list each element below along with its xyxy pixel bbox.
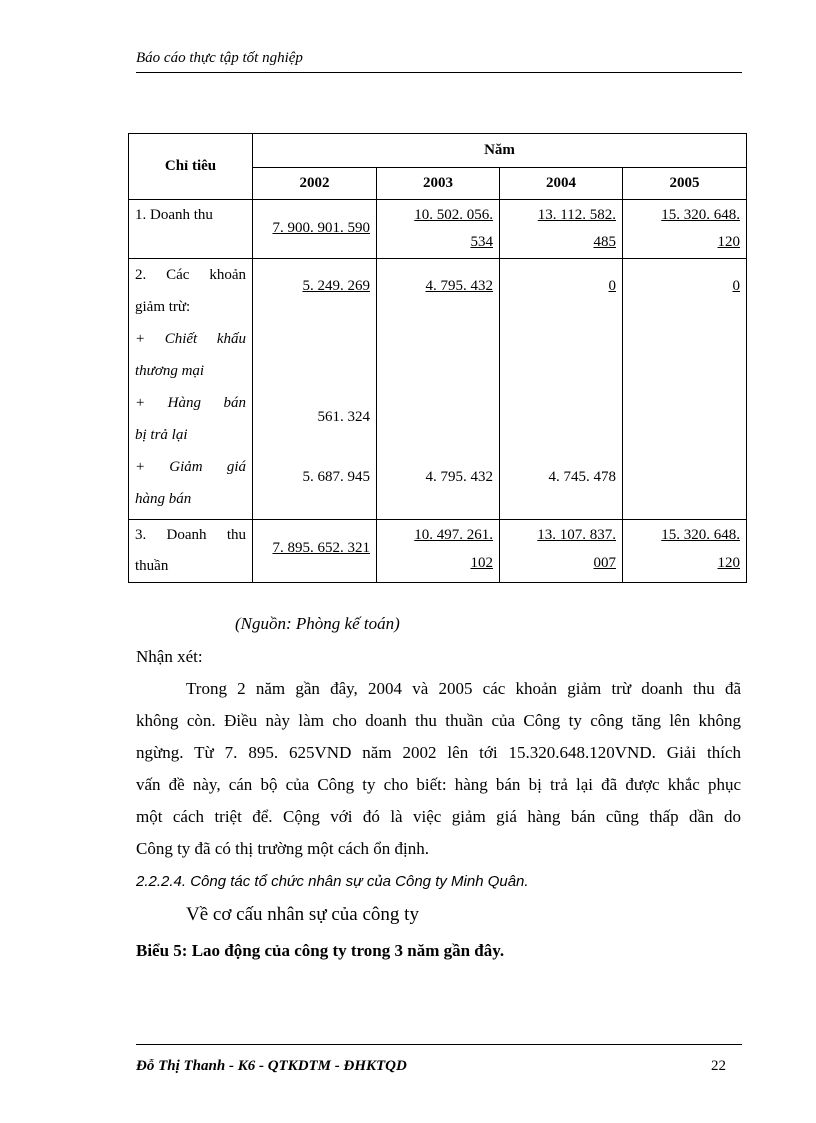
intro-text: Về cơ cấu nhân sự của công ty bbox=[186, 904, 419, 925]
header-rule bbox=[136, 72, 742, 73]
value-text: 10. 497. 261. bbox=[414, 527, 493, 543]
value-text: 120 bbox=[717, 555, 740, 571]
year-header: 2003 bbox=[377, 168, 500, 200]
page-number: 22 bbox=[711, 1058, 726, 1074]
value-text: 007 bbox=[593, 555, 616, 571]
value-text: 120 bbox=[717, 234, 740, 250]
revenue-table bbox=[128, 133, 747, 583]
value-cell bbox=[623, 200, 747, 259]
value-text: 561. 324 bbox=[317, 409, 370, 425]
remark-line: Công ty đã có thị trường một cách ổn định. bbox=[136, 839, 429, 858]
row-label: giảm trừ: bbox=[135, 299, 191, 315]
value-text: 5. 249. 269 bbox=[302, 278, 370, 294]
value-text: 534 bbox=[470, 234, 493, 250]
value-text: 4. 795. 432 bbox=[425, 278, 493, 294]
row-label-cell bbox=[129, 259, 253, 520]
source-note: (Nguồn: Phòng kế toán) bbox=[235, 614, 400, 633]
sub-label: hàng bán bbox=[135, 491, 192, 507]
value-cell bbox=[500, 259, 623, 520]
remark-line: Trong 2 năm gần đây, 2004 và 2005 các khoản giảm trừ doanh thu đã bbox=[186, 679, 741, 698]
value-cell bbox=[253, 520, 377, 583]
table-row bbox=[129, 520, 747, 583]
value-text: 15. 320. 648. bbox=[661, 207, 740, 223]
value-text: 7. 895. 652. 321 bbox=[272, 540, 370, 556]
value-text: 485 bbox=[593, 234, 616, 250]
row-label: thuần bbox=[135, 558, 169, 574]
row-label-cell bbox=[129, 200, 253, 259]
row-label: 2. Các khoản bbox=[135, 267, 246, 283]
value-text: 4. 795. 432 bbox=[425, 469, 493, 485]
sub-label: + Giảm giá bbox=[135, 459, 246, 475]
value-text: 0 bbox=[732, 278, 740, 294]
section-heading: 2.2.2.4. Công tác tổ chức nhân sự của Công ty Minh Quân. bbox=[136, 873, 529, 890]
value-text: 7. 900. 901. 590 bbox=[272, 220, 370, 236]
value-text: 13. 107. 837. bbox=[537, 527, 616, 543]
col-header-chi-tieu: Chỉ tiêu bbox=[129, 134, 253, 200]
year-header: 2002 bbox=[253, 168, 377, 200]
sub-label: + Hàng bán bbox=[135, 395, 246, 411]
value-text: 0 bbox=[608, 278, 616, 294]
col-header-nam: Năm bbox=[253, 134, 747, 168]
value-text: 15. 320. 648. bbox=[661, 527, 740, 543]
sub-label: + Chiết khấu bbox=[135, 331, 246, 347]
table-row bbox=[129, 259, 747, 520]
value-text: 5. 687. 945 bbox=[302, 469, 370, 485]
value-cell bbox=[253, 259, 377, 520]
remark-line: một cách triệt để. Cộng với đó là việc giảm giá hàng bán cũng thấp dần do bbox=[136, 807, 741, 826]
value-text: 102 bbox=[470, 555, 493, 571]
value-text: 13. 112. 582. bbox=[537, 207, 616, 223]
row-label: 1. Doanh thu bbox=[135, 207, 213, 223]
value-cell bbox=[500, 520, 623, 583]
row-label-cell bbox=[129, 520, 253, 583]
remark-title: Nhận xét: bbox=[136, 647, 203, 666]
year-header: 2004 bbox=[500, 168, 623, 200]
sub-label: bị trả lại bbox=[135, 427, 188, 443]
value-cell bbox=[623, 520, 747, 583]
sub-label: thương mại bbox=[135, 363, 205, 379]
row-label: 3. Doanh thu bbox=[135, 527, 246, 543]
value-cell bbox=[377, 520, 500, 583]
remark-line: ngừng. Từ 7. 895. 625VND năm 2002 lên tới 15.320.648.120VND. Giải thích bbox=[136, 743, 741, 762]
value-cell bbox=[377, 200, 500, 259]
page-header: Báo cáo thực tập tốt nghiệp bbox=[136, 50, 303, 66]
remark-line: không còn. Điều này làm cho doanh thu thuần của Công ty công tăng lên không bbox=[136, 711, 741, 730]
footer-rule bbox=[136, 1044, 742, 1045]
value-cell bbox=[377, 259, 500, 520]
remark-line: vấn đề này, cán bộ của Công ty cho biết: hàng bán bị trả lại đã được khắc phục bbox=[136, 775, 741, 794]
value-text: 4. 745. 478 bbox=[548, 469, 616, 485]
value-cell bbox=[500, 200, 623, 259]
value-cell bbox=[253, 200, 377, 259]
table-caption: Biểu 5: Lao động của công ty trong 3 năm gần đây. bbox=[136, 941, 505, 960]
footer-author: Đỗ Thị Thanh - K6 - QTKDTM - ĐHKTQD bbox=[136, 1058, 407, 1074]
value-cell bbox=[623, 259, 747, 520]
table-row bbox=[129, 200, 747, 259]
year-header: 2005 bbox=[623, 168, 747, 200]
value-text: 10. 502. 056. bbox=[414, 207, 493, 223]
